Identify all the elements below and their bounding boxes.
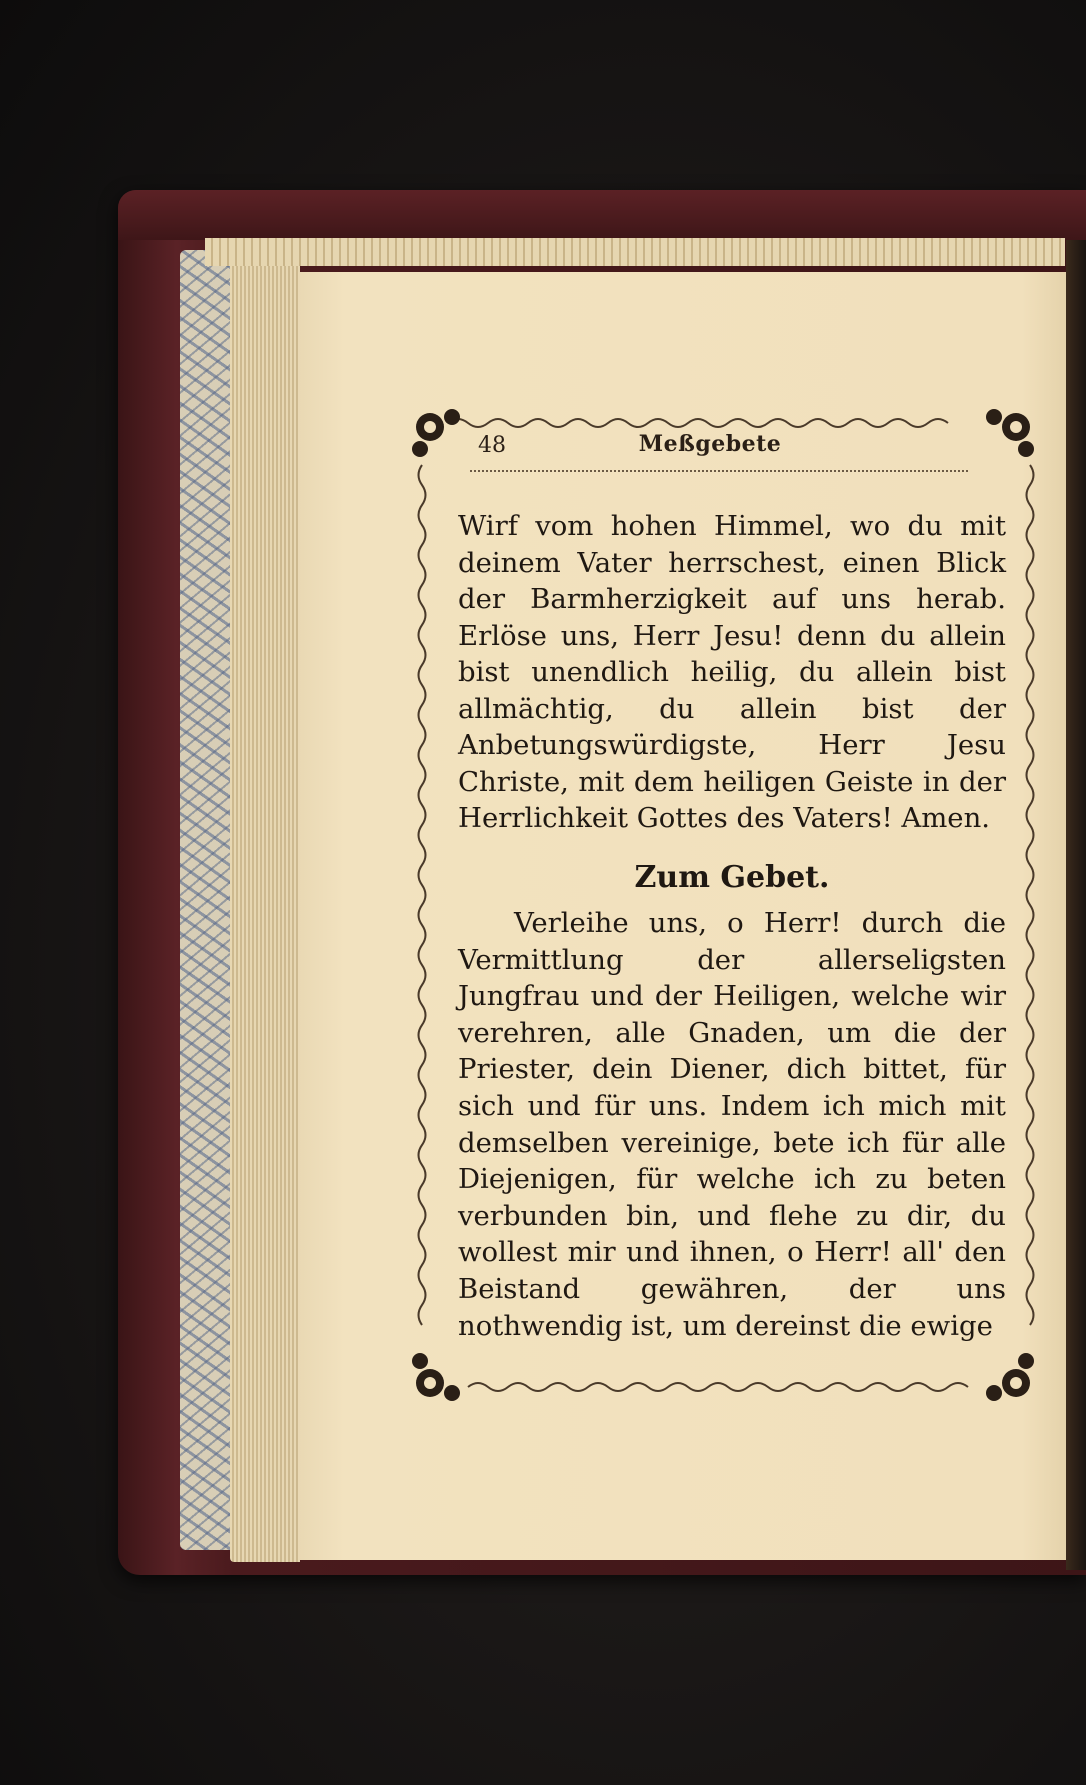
dotted-rule: [470, 470, 968, 472]
spine-shadow: [1066, 240, 1086, 1570]
section-heading: Zum Gebet.: [634, 860, 830, 895]
page-number: 48: [478, 433, 506, 458]
section-paragraph: [458, 905, 1006, 1344]
section-text: Verleihe uns, o Herr! durch die Vermittlung der allerseligsten Jungfrau und der Heiligen, welche wir verehren, alle Gnaden, um die der Priester, dein Diener, dich bittet, für sich und für uns. Indem ich mich mit demselben vereinige, bete ich für alle Diejenigen, für welche ich zu beten verbunden bin, und flehe zu dir, du wollest mir und ihnen, o Herr! all' den Beistand gewähren, der uns nothwendig ist, um dereinst die ewige: [458, 907, 1006, 1342]
page-block-edges: [230, 262, 300, 1562]
prayer-paragraph: [458, 508, 1006, 837]
page-top-edges: [205, 238, 1065, 266]
cover-top-edge: [118, 190, 1086, 240]
prayer-text: Wirf vom hohen Himmel, wo du mit deinem Vater herrschest, einen Blick der Barmherzigkeit auf uns herab. Erlöse uns, Herr Jesu! denn du allein bist unendlich heilig, du allein bist allmächtig, du allein bist der Anbetungswürdigste, Herr Jesu Christe, mit dem heiligen Geiste in der Herrlichkeit Gottes des Vaters! Amen.: [458, 510, 1006, 834]
running-head: Meßgebete: [638, 431, 782, 457]
